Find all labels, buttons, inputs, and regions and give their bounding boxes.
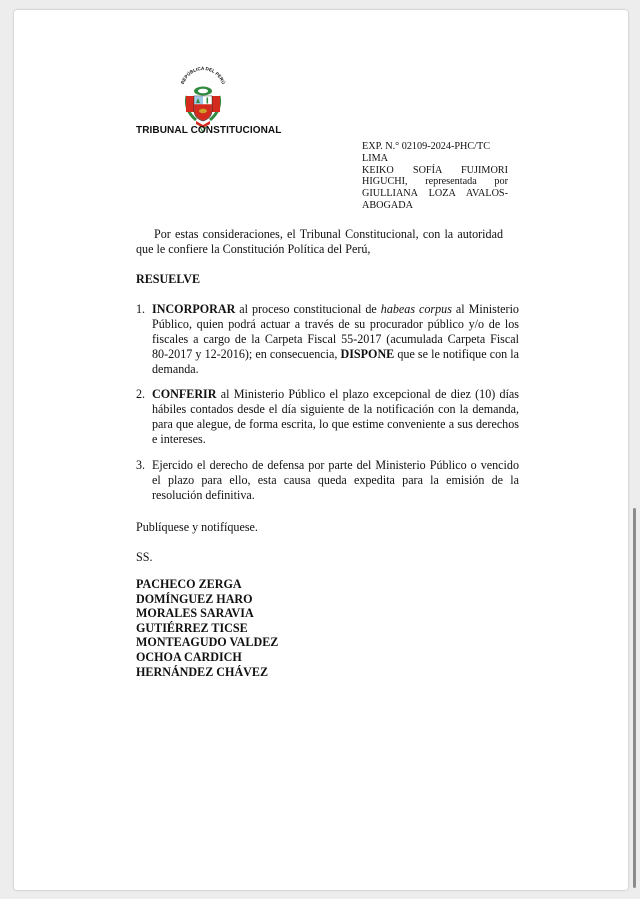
svg-text:REPÚBLICA DEL PERÚ [180, 66, 227, 85]
case-header [362, 141, 508, 212]
item-text: al Ministerio Público el plazo excepcional de diez (10) días hábiles contados desde el día siguiente de la notificación con la demanda, para que alegue, de forma escrita, lo que estime conveniente a sus derechos e intereses. [152, 387, 519, 446]
item-text: al Ministerio Público, quien podrá actuar a través de su procurador público y/o de los fiscales a cargo de la Carpeta Fiscal 55-2017 (acumulada Carpeta Fiscal 80-2017 y 12-2016); en consecuencia, [152, 302, 519, 361]
case-party-line-4: ABOGADA [362, 199, 413, 211]
case-party-line-1: KEIKO SOFÍA FUJIMORI [362, 164, 508, 176]
judge-name: DOMÍNGUEZ HARO [136, 591, 253, 606]
item-text: que se le notifique con la demanda. [152, 347, 519, 376]
item-text: al proceso constitucional de [235, 302, 381, 316]
item-keyword: INCORPORAR [152, 302, 236, 316]
item-number: 1. [136, 302, 146, 316]
case-party-line-2: HIGUCHI, representada por [362, 176, 508, 188]
resuelve-heading: RESUELVE [136, 272, 201, 286]
judge-name: MONTEAGUDO VALDEZ [136, 635, 279, 650]
judge-name: MORALES SARAVIA [136, 606, 254, 621]
resolution-item-1 [136, 302, 519, 377]
case-party-line-3: GIULLIANA LOZA AVALOS- [362, 188, 508, 200]
item-number: 3. [136, 458, 146, 472]
item-italic: habeas corpus [380, 302, 452, 316]
resolution-item-2 [136, 387, 519, 447]
item-number: 2. [136, 387, 146, 401]
ss-abbreviation: SS. [136, 550, 153, 564]
item-keyword: DISPONE [340, 347, 395, 361]
judges-list [136, 577, 503, 679]
closing-formula: Publíquese y notifíquese. [136, 520, 258, 534]
item-text: Ejercido el derecho de defensa por parte del Ministerio Público o vencido el plazo para ello, esta causa queda expedita para la emisión de la resolución definitiva. [152, 458, 519, 502]
resolution-item-3 [136, 458, 519, 503]
judge-name: HERNÁNDEZ CHÁVEZ [136, 664, 269, 679]
scrollbar-thumb[interactable] [633, 508, 636, 888]
intro-paragraph: Por estas consideraciones, el Tribunal Constitucional, con la autoridad que le confiere la Constitución Política del Perú, [136, 227, 503, 256]
case-number: EXP. N.° 02109-2024-PHC/TC [362, 141, 491, 152]
judge-name: OCHOA CARDICH [136, 649, 242, 664]
seal-text: REPÚBLICA DEL PERÚ [179, 66, 227, 85]
document-page [14, 10, 628, 890]
judge-name: PACHECO ZERGA [136, 577, 242, 591]
case-city: LIMA [362, 152, 389, 164]
judge-name: GUTIÉRREZ TICSE [136, 620, 248, 635]
institution-name: TRIBUNAL CONSTITUCIONAL [136, 125, 282, 136]
item-keyword: CONFERIR [152, 387, 217, 401]
vertical-scrollbar[interactable] [634, 0, 640, 899]
